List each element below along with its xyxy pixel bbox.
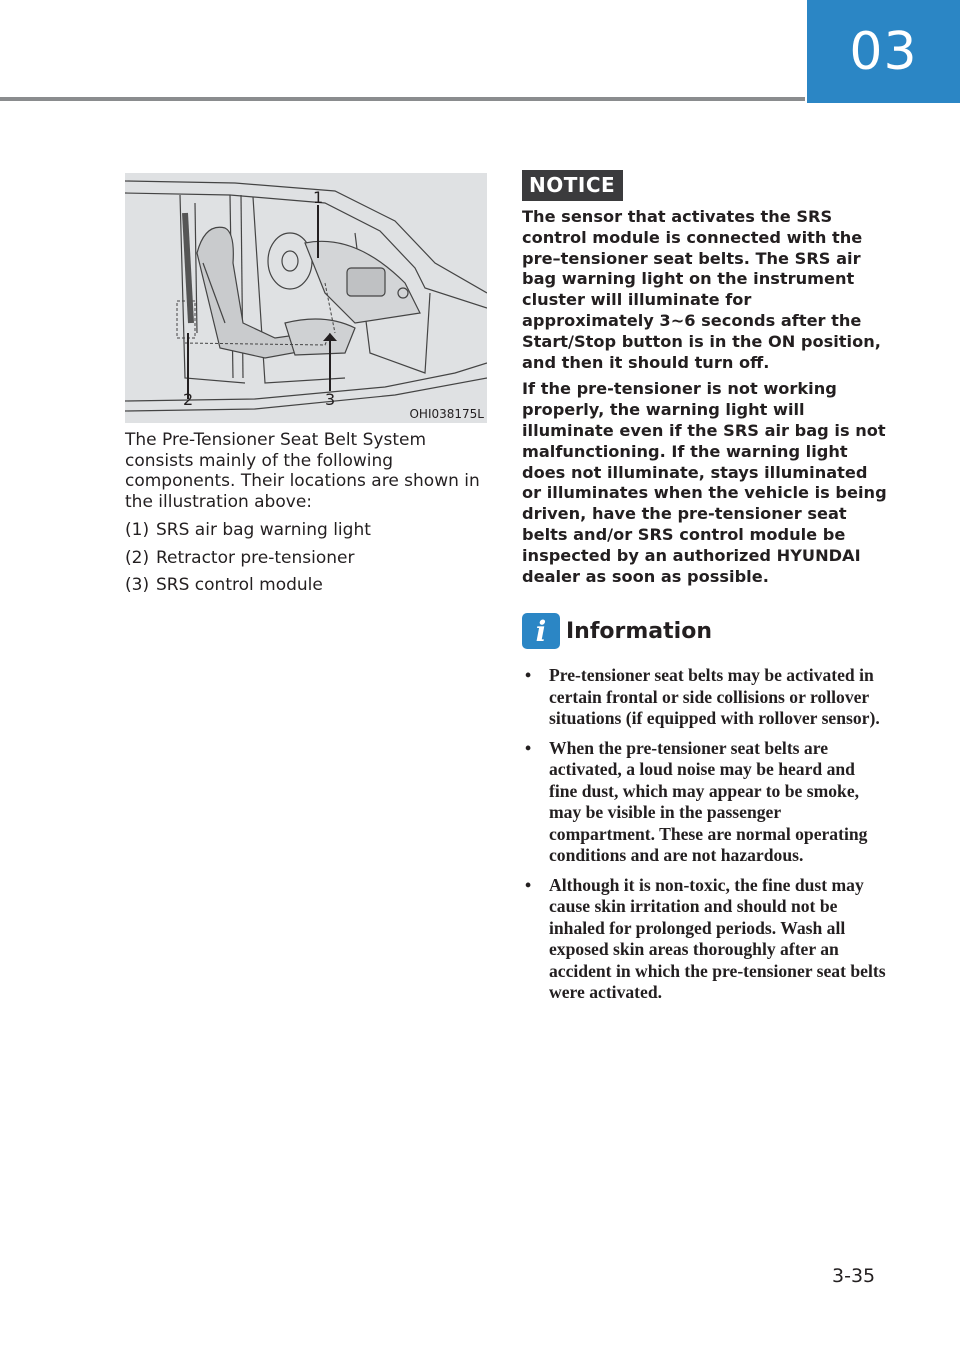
callout-2: 2 xyxy=(183,390,194,409)
list-item xyxy=(125,575,480,595)
list-item xyxy=(522,875,887,1004)
information-list xyxy=(522,665,887,1004)
list-item-text: SRS air bag warning light xyxy=(156,520,371,540)
bullet: • xyxy=(525,874,532,895)
chapter-tab xyxy=(807,0,960,103)
intro-paragraph: The Pre-Tensioner Seat Belt System consists mainly of the following components. Their locations are shown in the illustration above: xyxy=(125,430,480,512)
list-item-text: Pre-tensioner seat belts may be activated in certain frontal or side collisions or rollover situations (if equipped with rollover sensor). xyxy=(549,665,880,729)
seat-belt-graphic xyxy=(185,213,191,323)
list-item-text: When the pre-tensioner seat belts are activated, a loud noise may be heard and fine dust, which may appear to be smoke, may be visible in the passenger compartment. These are normal operating conditions and are not hazardous. xyxy=(549,737,868,866)
bullet: • xyxy=(525,737,532,758)
callout-3: 3 xyxy=(325,390,336,409)
list-item xyxy=(522,665,887,730)
info-icon: i xyxy=(522,613,560,649)
car-interior-drawing xyxy=(125,173,487,423)
list-item xyxy=(522,738,887,867)
list-item xyxy=(125,520,480,540)
left-column xyxy=(125,430,480,603)
component-list xyxy=(125,520,480,595)
list-item-text: SRS control module xyxy=(156,575,323,595)
list-item xyxy=(125,548,480,568)
list-item-number: (3) xyxy=(125,575,150,595)
right-column xyxy=(522,170,887,1012)
car-interior-illustration xyxy=(125,173,487,423)
list-item-number: (1) xyxy=(125,520,150,540)
notice-badge: NOTICE xyxy=(522,170,623,201)
callout-1: 1 xyxy=(313,188,324,207)
figure-code: OHI038175L xyxy=(409,407,484,421)
list-item-text: Retractor pre-tensioner xyxy=(156,547,355,568)
header-rule xyxy=(0,97,805,101)
bullet: • xyxy=(525,665,532,686)
notice-paragraph: The sensor that activates the SRS control module is connected with the pre–tensioner seat belts. The SRS air bag warning light on the instrument cluster will illuminate for approximately 3~6 seconds after the Start/Stop button is in the ON position, and then it should turn off. xyxy=(522,207,881,372)
information-title: Information xyxy=(566,618,712,644)
list-item-number: (2) xyxy=(125,547,150,568)
information-heading xyxy=(522,613,887,649)
list-item-text: Although it is non-toxic, the fine dust may cause skin irritation and should not be inhaled for prolonged periods. Wash all exposed skin areas thoroughly after an accident in which the pre-tensioner seat belts were activated. xyxy=(549,874,886,1003)
page-number: 3-35 xyxy=(832,1265,876,1287)
notice-paragraph: If the pre-tensioner is not working properly, the warning light will illuminate even if the SRS air bag is not malfunctioning. If the warning light does not illuminate, stays illuminated or illuminates when the vehicle is being driven, have the pre-tensioner seat belts and/or SRS control module be inspected by an authorized HYUNDAI dealer as soon as possible. xyxy=(522,379,887,586)
chapter-number: 03 xyxy=(849,21,918,82)
